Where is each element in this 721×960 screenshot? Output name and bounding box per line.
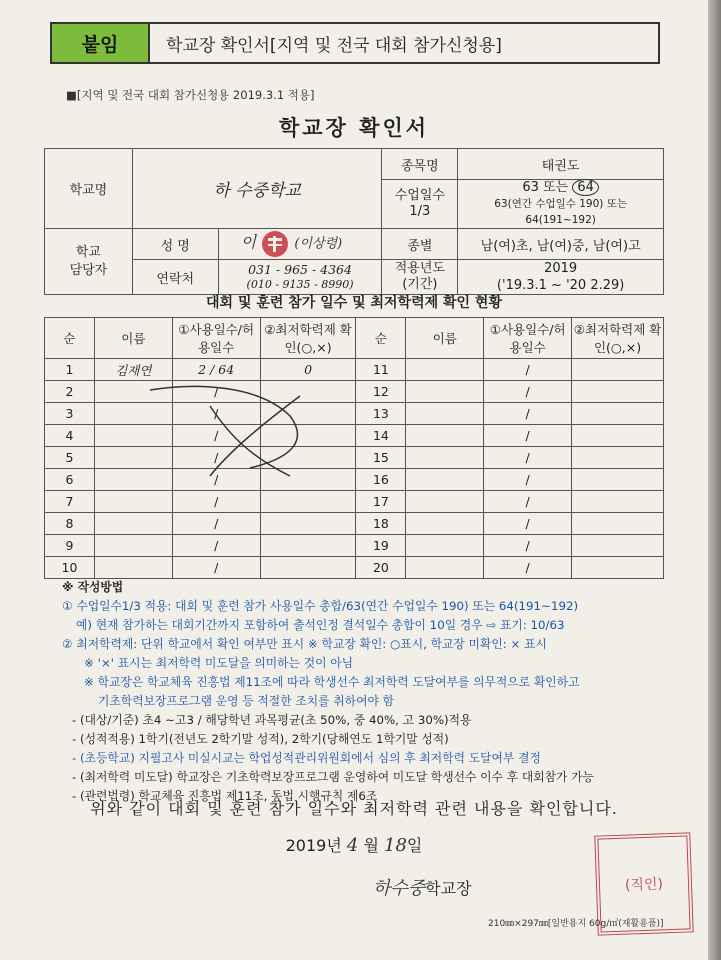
cell-days-right: / [484, 425, 572, 447]
cell-days: / [172, 403, 260, 425]
cell-check-right [572, 513, 664, 535]
year-value-line1: 2019 [544, 261, 578, 276]
table-row [45, 425, 664, 447]
principal-school-hand: 하수중 [373, 878, 426, 899]
sport-value: 태권도 [458, 149, 664, 180]
year-label [382, 260, 458, 295]
cell-name-right [406, 447, 484, 469]
notes-heading: ※ 작성방법 [62, 580, 124, 594]
cell-days-right: / [484, 557, 572, 579]
cell-days: / [172, 469, 260, 491]
note-6: - (성적적용) 1학기(전년도 2학기말 성적), 2학기(당해연도 1학기말 성적) [72, 732, 449, 746]
cell-check-right [572, 425, 664, 447]
table-row [45, 513, 664, 535]
cell-name: 김재연 [94, 359, 172, 381]
note-2: ② 최저학력제: 단위 학교에서 확인 여부만 표시 ※ 학교장 확인: ○표시, 학교장 미확인: × 표시 [62, 637, 547, 651]
col-check: ②최저학력제 확인(○,×) [260, 318, 356, 359]
col-name-2: 이름 [406, 318, 484, 359]
cell-no-right: 15 [356, 447, 406, 469]
cell-days-right: / [484, 447, 572, 469]
note-1a: ① 수업일수1/3 적용: 대회 및 훈련 참가 사용일수 총합/63(연간 수업일수 190) 또는 64(191~192) [62, 599, 579, 613]
principal-signature [373, 874, 472, 900]
section-title: 대회 및 훈련 참가 일수 및 최저학력제 확인 현황 [206, 295, 502, 311]
table-row [45, 557, 664, 579]
cell-no-right: 20 [356, 557, 406, 579]
note-4b: 기초학력보장프로그램 운영 등 적절한 조치를 취하여야 함 [98, 694, 394, 708]
cell-no-right: 11 [356, 359, 406, 381]
cell-name [94, 513, 172, 535]
col-no: 순 [45, 318, 95, 359]
cell-days-right: / [484, 403, 572, 425]
note-9: - (관련법령) 학교체육 진흥법 제11조, 동법 시행규칙 제6조 [72, 789, 378, 803]
col-days: ①사용일수/허용일수 [172, 318, 260, 359]
cell-check-right [572, 469, 664, 491]
cell-days: / [172, 535, 260, 557]
col-name: 이름 [94, 318, 172, 359]
note-3: ※ '×' 표시는 최저학력 미도달을 의미하는 것이 아님 [84, 656, 354, 670]
cell-no: 10 [45, 557, 95, 579]
cell-name-right [406, 557, 484, 579]
year-value [458, 260, 664, 295]
cell-days: / [172, 447, 260, 469]
days-value [458, 180, 664, 229]
date-day-label: 일 [406, 836, 423, 855]
cell-check-right [572, 447, 664, 469]
table-row [45, 491, 664, 513]
cell-name [94, 491, 172, 513]
cell-days: / [172, 381, 260, 403]
days-label-line2: 1/3 [409, 204, 431, 219]
cell-no: 5 [45, 447, 95, 469]
cell-days: / [172, 425, 260, 447]
cell-check [260, 535, 356, 557]
days-value-circled: 64 [572, 179, 599, 196]
cell-check [260, 513, 356, 535]
cell-no-right: 13 [356, 403, 406, 425]
sport-label: 종목명 [382, 149, 458, 180]
cell-check-right [572, 491, 664, 513]
name-handwritten: (이상령) [294, 236, 343, 252]
table-row [45, 469, 664, 491]
cell-days-right: / [484, 491, 572, 513]
cell-days-right: / [484, 381, 572, 403]
cell-days-right: / [484, 535, 572, 557]
cell-days-right: / [484, 513, 572, 535]
year-label-line2: (기간) [402, 277, 438, 292]
gender-label: 종별 [382, 229, 458, 260]
note-5: - (대상/기준) 초4 ~고3 / 해당학년 과목평균(초 50%, 중 40%, 고 30%)적용 [72, 713, 472, 727]
apply-line: ■[지역 및 전국 대회 참가신청용 2019.3.1 적용] [66, 88, 315, 102]
cell-name-right [406, 491, 484, 513]
table-row [45, 381, 664, 403]
participation-table [44, 317, 664, 579]
cell-check [260, 557, 356, 579]
date-month-label: 월 [363, 836, 379, 855]
cell-name-right [406, 359, 484, 381]
cell-no: 6 [45, 469, 95, 491]
days-label [382, 180, 458, 229]
cell-check-right [572, 535, 664, 557]
cell-days: 2 / 64 [172, 359, 260, 381]
school-name: 하 수중학교 [132, 149, 382, 229]
personal-seal-icon [260, 229, 290, 259]
cell-check-right [572, 403, 664, 425]
date-month: 4 [346, 835, 359, 856]
name-value: 이 [240, 232, 257, 252]
cell-days: / [172, 557, 260, 579]
staff-label [45, 229, 133, 295]
cell-no: 1 [45, 359, 95, 381]
cell-no: 7 [45, 491, 95, 513]
confirmation-text: 위와 같이 대회 및 훈련 참가 일수와 최저학력 관련 내용을 확인합니다. [90, 799, 618, 818]
col-check-2: ②최저학력제 확인(○,×) [572, 318, 664, 359]
table-row [45, 359, 664, 381]
seal-text: (직인) [624, 876, 664, 894]
gender-value: 남(여)초, 남(여)중, 남(여)고 [458, 229, 664, 260]
instructions [62, 578, 702, 806]
cell-days-right: / [484, 359, 572, 381]
note-8: - (최저학력 미도달) 학교장은 기초학력보장프로그램 운영하여 미도달 학생선수 이수 후 대회참가 가능 [72, 770, 594, 784]
paper-spec-footer: 210㎜×297㎜[일반용지 60g/㎡(재활용품)] [488, 919, 664, 929]
cell-no: 4 [45, 425, 95, 447]
school-label: 학교명 [45, 149, 133, 229]
name-value-cell [218, 229, 382, 260]
contact-line1: 031 - 965 - 4364 [248, 262, 352, 277]
date-year: 2019년 [285, 836, 342, 855]
cell-no-right: 12 [356, 381, 406, 403]
cell-no-right: 18 [356, 513, 406, 535]
cell-no-right: 17 [356, 491, 406, 513]
name-label: 성 명 [132, 229, 218, 260]
col-days-2: ①사용일수/허용일수 [484, 318, 572, 359]
cell-no-right: 14 [356, 425, 406, 447]
cell-no: 8 [45, 513, 95, 535]
cell-no-right: 16 [356, 469, 406, 491]
period-value: ('19.3.1 ~ '20 2.29) [496, 278, 625, 293]
attachment-badge: 붙임 [52, 24, 150, 62]
background-edge [708, 0, 721, 960]
cell-name-right [406, 513, 484, 535]
cell-check-right [572, 381, 664, 403]
cell-check-right [572, 557, 664, 579]
cell-no: 3 [45, 403, 95, 425]
cell-name [94, 557, 172, 579]
cell-days: / [172, 513, 260, 535]
date-day: 18 [384, 835, 407, 856]
col-no-2: 순 [356, 318, 406, 359]
days-label-line1: 수업일수 [394, 188, 445, 203]
contact-value [218, 260, 382, 295]
table-row [45, 535, 664, 557]
table-header-row [45, 318, 664, 359]
note-1b: 예) 현재 참가하는 대회기간까지 포함하여 출석인정 결석일수 총합이 10일 경우 ⇨ 표기: 10/63 [76, 618, 565, 632]
cell-check [260, 491, 356, 513]
document-title: 학교장 확인서 [278, 116, 430, 140]
staff-label-line2: 담당자 [69, 262, 108, 278]
contact-label: 연락처 [132, 260, 218, 295]
cell-no: 9 [45, 535, 95, 557]
cell-name-right [406, 469, 484, 491]
doc-header [50, 22, 660, 64]
strike-cross-mark [140, 376, 315, 486]
cell-name-right [406, 403, 484, 425]
table-row [45, 447, 664, 469]
note-4a: ※ 학교장은 학교체육 진흥법 제11조에 따라 학생선수 최저학력 도달여부를 의무적으로 확인하고 [84, 675, 580, 689]
cell-no-right: 19 [356, 535, 406, 557]
cell-name-right [406, 535, 484, 557]
cell-name-right [406, 425, 484, 447]
days-value-main: 63 또는 [522, 180, 569, 195]
year-label-line1: 적용년도 [394, 261, 445, 276]
info-table [44, 148, 664, 295]
cell-check-right [572, 359, 664, 381]
note-7: - (초등학교) 지필고사 미실시교는 학업성적관리위원회에서 심의 후 최저학력 도달여부 결정 [72, 751, 541, 765]
contact-line2: (010 - 9135 - 8990) [246, 278, 354, 291]
cell-name-right [406, 381, 484, 403]
cell-check: 0 [260, 359, 356, 381]
cell-no: 2 [45, 381, 95, 403]
cell-name [94, 535, 172, 557]
cell-days-right: / [484, 469, 572, 491]
days-value-detail: 63(연간 수업일수 190) 또는 64(191~192) [494, 198, 628, 226]
header-title: 학교장 확인서[지역 및 전국 대회 참가신청용] [166, 35, 502, 56]
principal-label: 학교장 [425, 879, 472, 898]
staff-label-line1: 학교 [75, 244, 101, 260]
cell-days: / [172, 491, 260, 513]
table-row [45, 403, 664, 425]
